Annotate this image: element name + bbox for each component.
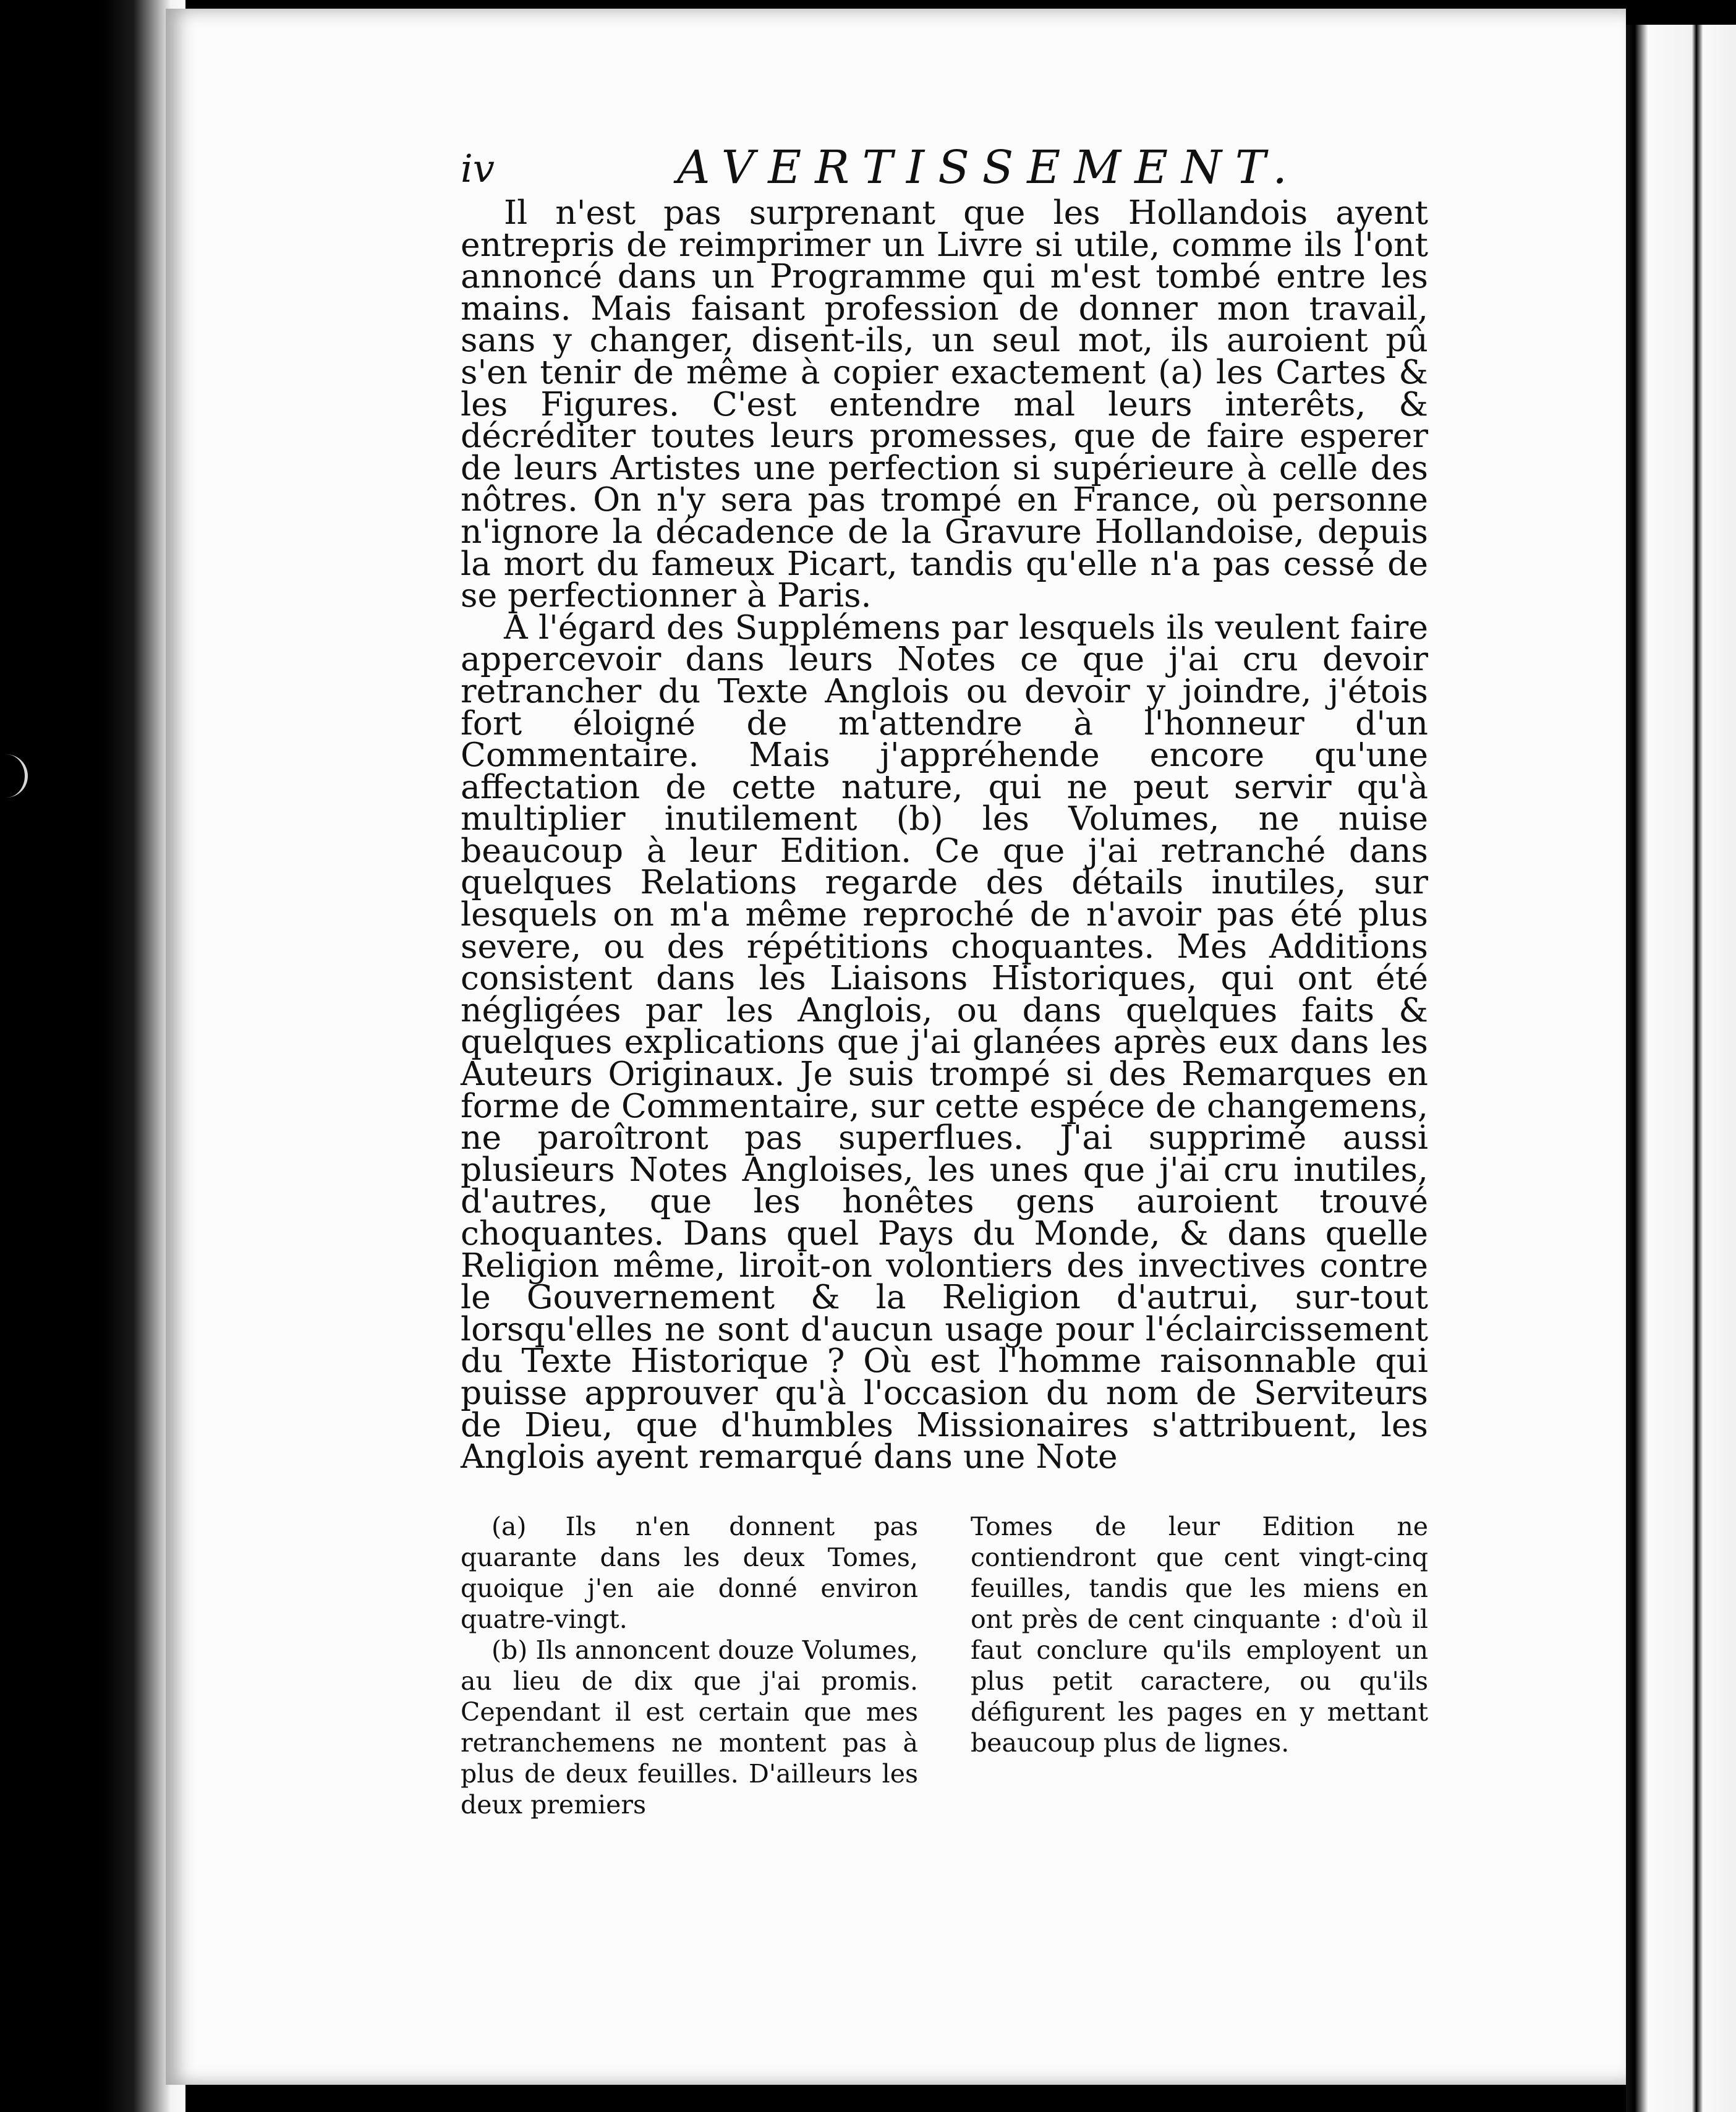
footnotes-right-column	[971, 1511, 1428, 1820]
footnote-b-continued: Tomes de leur Edition ne contiendront que cent vingt-cinq feuilles, tandis que les miens en ont près de cent cinquante : d'où il faut conclure qu'ils employent un plus petit caractere, ou qu'ils défigurent les pages en y mettant beaucoup plus de lignes.	[971, 1511, 1428, 1758]
page-content	[461, 141, 1428, 1820]
footnote-a: (a) Ils n'en donnent pas quarante dans les deux Tomes, quoique j'en aie donné environ quatre-vingt.	[461, 1511, 918, 1634]
footnote-b: (b) Ils annoncent douze Volumes, au lieu de dix que j'ai promis. Cependant il est certain que mes retranchemens ne montent pas à plus de deux feuilles. D'ailleurs les deux premiers	[461, 1635, 918, 1820]
paragraph-1: Il n'est pas surprenant que les Hollandois ayent entrepris de reimprimer un Livre si utile, comme ils l'ont annoncé dans un Programme qui m'est tombé entre les mains. Mais faisant profession de donner mon travail, sans y changer, disent-ils, un seul mot, ils auroient pû s'en tenir de même à copier exactement (a) les Cartes & les Figures. C'est entendre mal leurs interêts, & décréditer toutes leurs promesses, que de faire esperer de leurs Artistes une perfection si supérieure à celle des nôtres. On n'y sera pas trompé en France, où personne n'ignore la décadence de la Gravure Hollandoise, depuis la mort du fameux Picart, tandis qu'elle n'a pas cessé de se perfectionner à Paris.	[461, 193, 1428, 615]
footnotes	[461, 1511, 1428, 1820]
running-head	[461, 141, 1428, 197]
paragraph-2: A l'égard des Supplémens par lesquels ils veulent faire appercevoir dans leurs Notes ce que j'ai cru devoir retrancher du Texte Anglois ou devoir y joindre, j'étois fort éloigné de m'attendre à l'honneur d'un Commentaire. Mais j'appréhende encore qu'une affectation de cette nature, qui ne peut servir qu'à multiplier inutilement (b) les Volumes, ne nuise beaucoup à leur Edition. Ce que j'ai retranché dans quelques Relations regarde des détails inutiles, sur lesquels on m'a même reproché de n'avoir pas été plus severe, ou des répétitions choquantes. Mes Additions consistent dans les Liaisons Historiques, qui ont été négligées par les Anglois, ou dans quelques faits & quelques explications que j'ai glanées après eux dans les Auteurs Originaux. Je suis trompé si des Remarques en forme de Commentaire, sur cette espéce de changemens, ne paroîtront pas superflues. J'ai supprimé aussi plusieurs Notes Angloises, les unes que j'ai cru inutiles, d'autres, que les honêtes gens auroient trouvé choquantes. Dans quel Pays du Monde, & dans quelle Religion même, liroit-on volontiers des invectives contre le Gouvernement & la Religion d'autrui, sur-tout lorsqu'elles ne sont d'aucun usage pour l'éclaircissement du Texte Historique ? Où est l'homme raisonnable qui puisse approuver qu'à l'occasion du nom de Serviteurs de Dieu, que d'humbles Missionaires s'attribuent, les Anglois ayent remarqué dans une Note	[461, 607, 1428, 1476]
body-text	[461, 193, 1428, 1476]
page-title: AVERTISSEMENT.	[677, 141, 1301, 194]
book-binding-shadow	[0, 0, 185, 2112]
page-number: iv	[461, 146, 495, 191]
footnotes-left-column	[461, 1511, 918, 1820]
page-edge-stack	[1626, 25, 1736, 2112]
